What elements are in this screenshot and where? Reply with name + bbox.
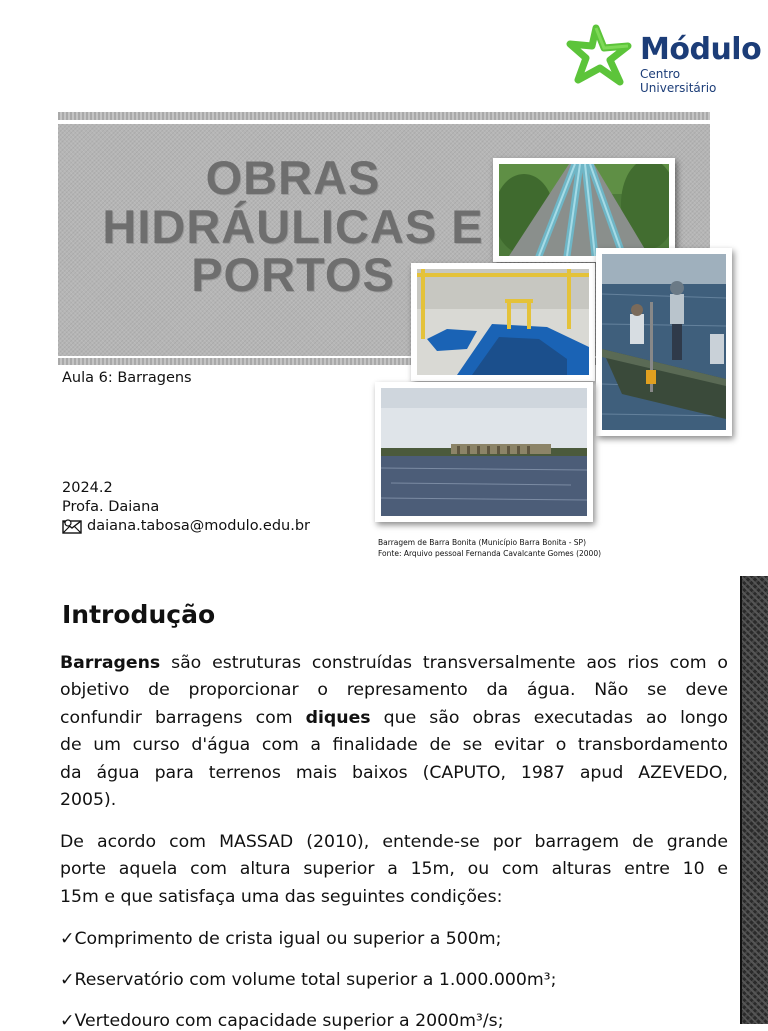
bold-term-barragens: Barragens — [60, 653, 161, 673]
p2-line-1: De acordo com MASSAD (2010), entende-se por barragem de grande — [60, 832, 728, 852]
intro-paragraph-2 — [60, 829, 728, 911]
p1-line-6: 2005). — [60, 790, 117, 811]
logo-title: Módulo — [640, 32, 762, 67]
p1-line-1-text: são estruturas construídas transversalmente aos rios com o — [160, 653, 728, 673]
lesson-title: Aula 6: Barragens — [62, 370, 192, 386]
email-row — [62, 518, 310, 534]
dam-photo — [375, 382, 593, 522]
p1-line-3-post: que são obras executadas ao longo — [370, 707, 728, 728]
course-title-line-3: PORTOS — [191, 248, 395, 301]
checklist-item-text: Reservatório com volume total superior a 1.000.000m³; — [74, 970, 557, 990]
checkmark-icon: ✓ — [60, 1011, 75, 1031]
checkmark-icon: ✓ — [60, 929, 75, 949]
logo-subtitle-1: Centro — [640, 67, 681, 81]
tank-photo — [411, 263, 595, 381]
checkmark-icon: ✓ — [60, 970, 75, 990]
email-address[interactable]: daiana.tabosa@modulo.edu.br — [87, 518, 311, 534]
intro-paragraph-1 — [60, 650, 728, 814]
checklist-item-text: Vertedouro com capacidade superior a 2000m³/s; — [74, 1011, 504, 1031]
intro-heading: Introdução — [62, 600, 216, 629]
checklist-item-text: Comprimento de crista igual ou superior a 500m; — [74, 929, 502, 949]
logo-subtitle-2: Universitário — [640, 81, 717, 95]
semester: 2024.2 — [62, 480, 113, 496]
banner-top-rule — [58, 112, 710, 120]
photo-caption: Barragem de Barra Bonita (Município Barra Bonita - SP) — [378, 538, 587, 547]
course-title-line-1: OBRAS — [205, 151, 381, 204]
checklist-item — [60, 970, 556, 990]
photo-source: Fonte: Arquivo pessoal Fernanda Cavalcante Gomes (2000) — [378, 549, 602, 558]
p2-line-3: 15m e que satisfaça uma das seguintes condições: — [60, 886, 503, 907]
p1-line-5: da água para terrenos mais baixos (CAPUTO, 1987 apud AZEVEDO, — [60, 762, 728, 783]
bold-term-diques: diques — [305, 707, 371, 728]
course-title-line-2: HIDRÁULICAS E — [102, 200, 484, 253]
p2-line-2: porte aquela com altura superior a 15m, ou com alturas entre 10 e — [60, 859, 728, 880]
p1-line-3 — [60, 705, 728, 732]
star-logo-icon — [566, 22, 638, 88]
modulo-logo — [566, 20, 762, 100]
p1-line-4: de um curso d'água com a finalidade de se evitar o transbordamento — [60, 735, 728, 756]
boat-photo — [596, 248, 732, 436]
pipes-photo — [493, 158, 675, 262]
teacher-name: Profa. Daiana — [62, 499, 160, 515]
checklist-item — [60, 929, 501, 949]
p1-line-3-pre: confundir barragens com — [60, 707, 306, 728]
checklist-item — [60, 1011, 504, 1031]
email-icon — [62, 518, 82, 534]
p1-line-1 — [60, 650, 728, 677]
decorative-side-strip — [742, 576, 768, 1024]
p1-line-2: objetivo de proporcionar o represamento da água. Não se deve — [60, 680, 728, 701]
